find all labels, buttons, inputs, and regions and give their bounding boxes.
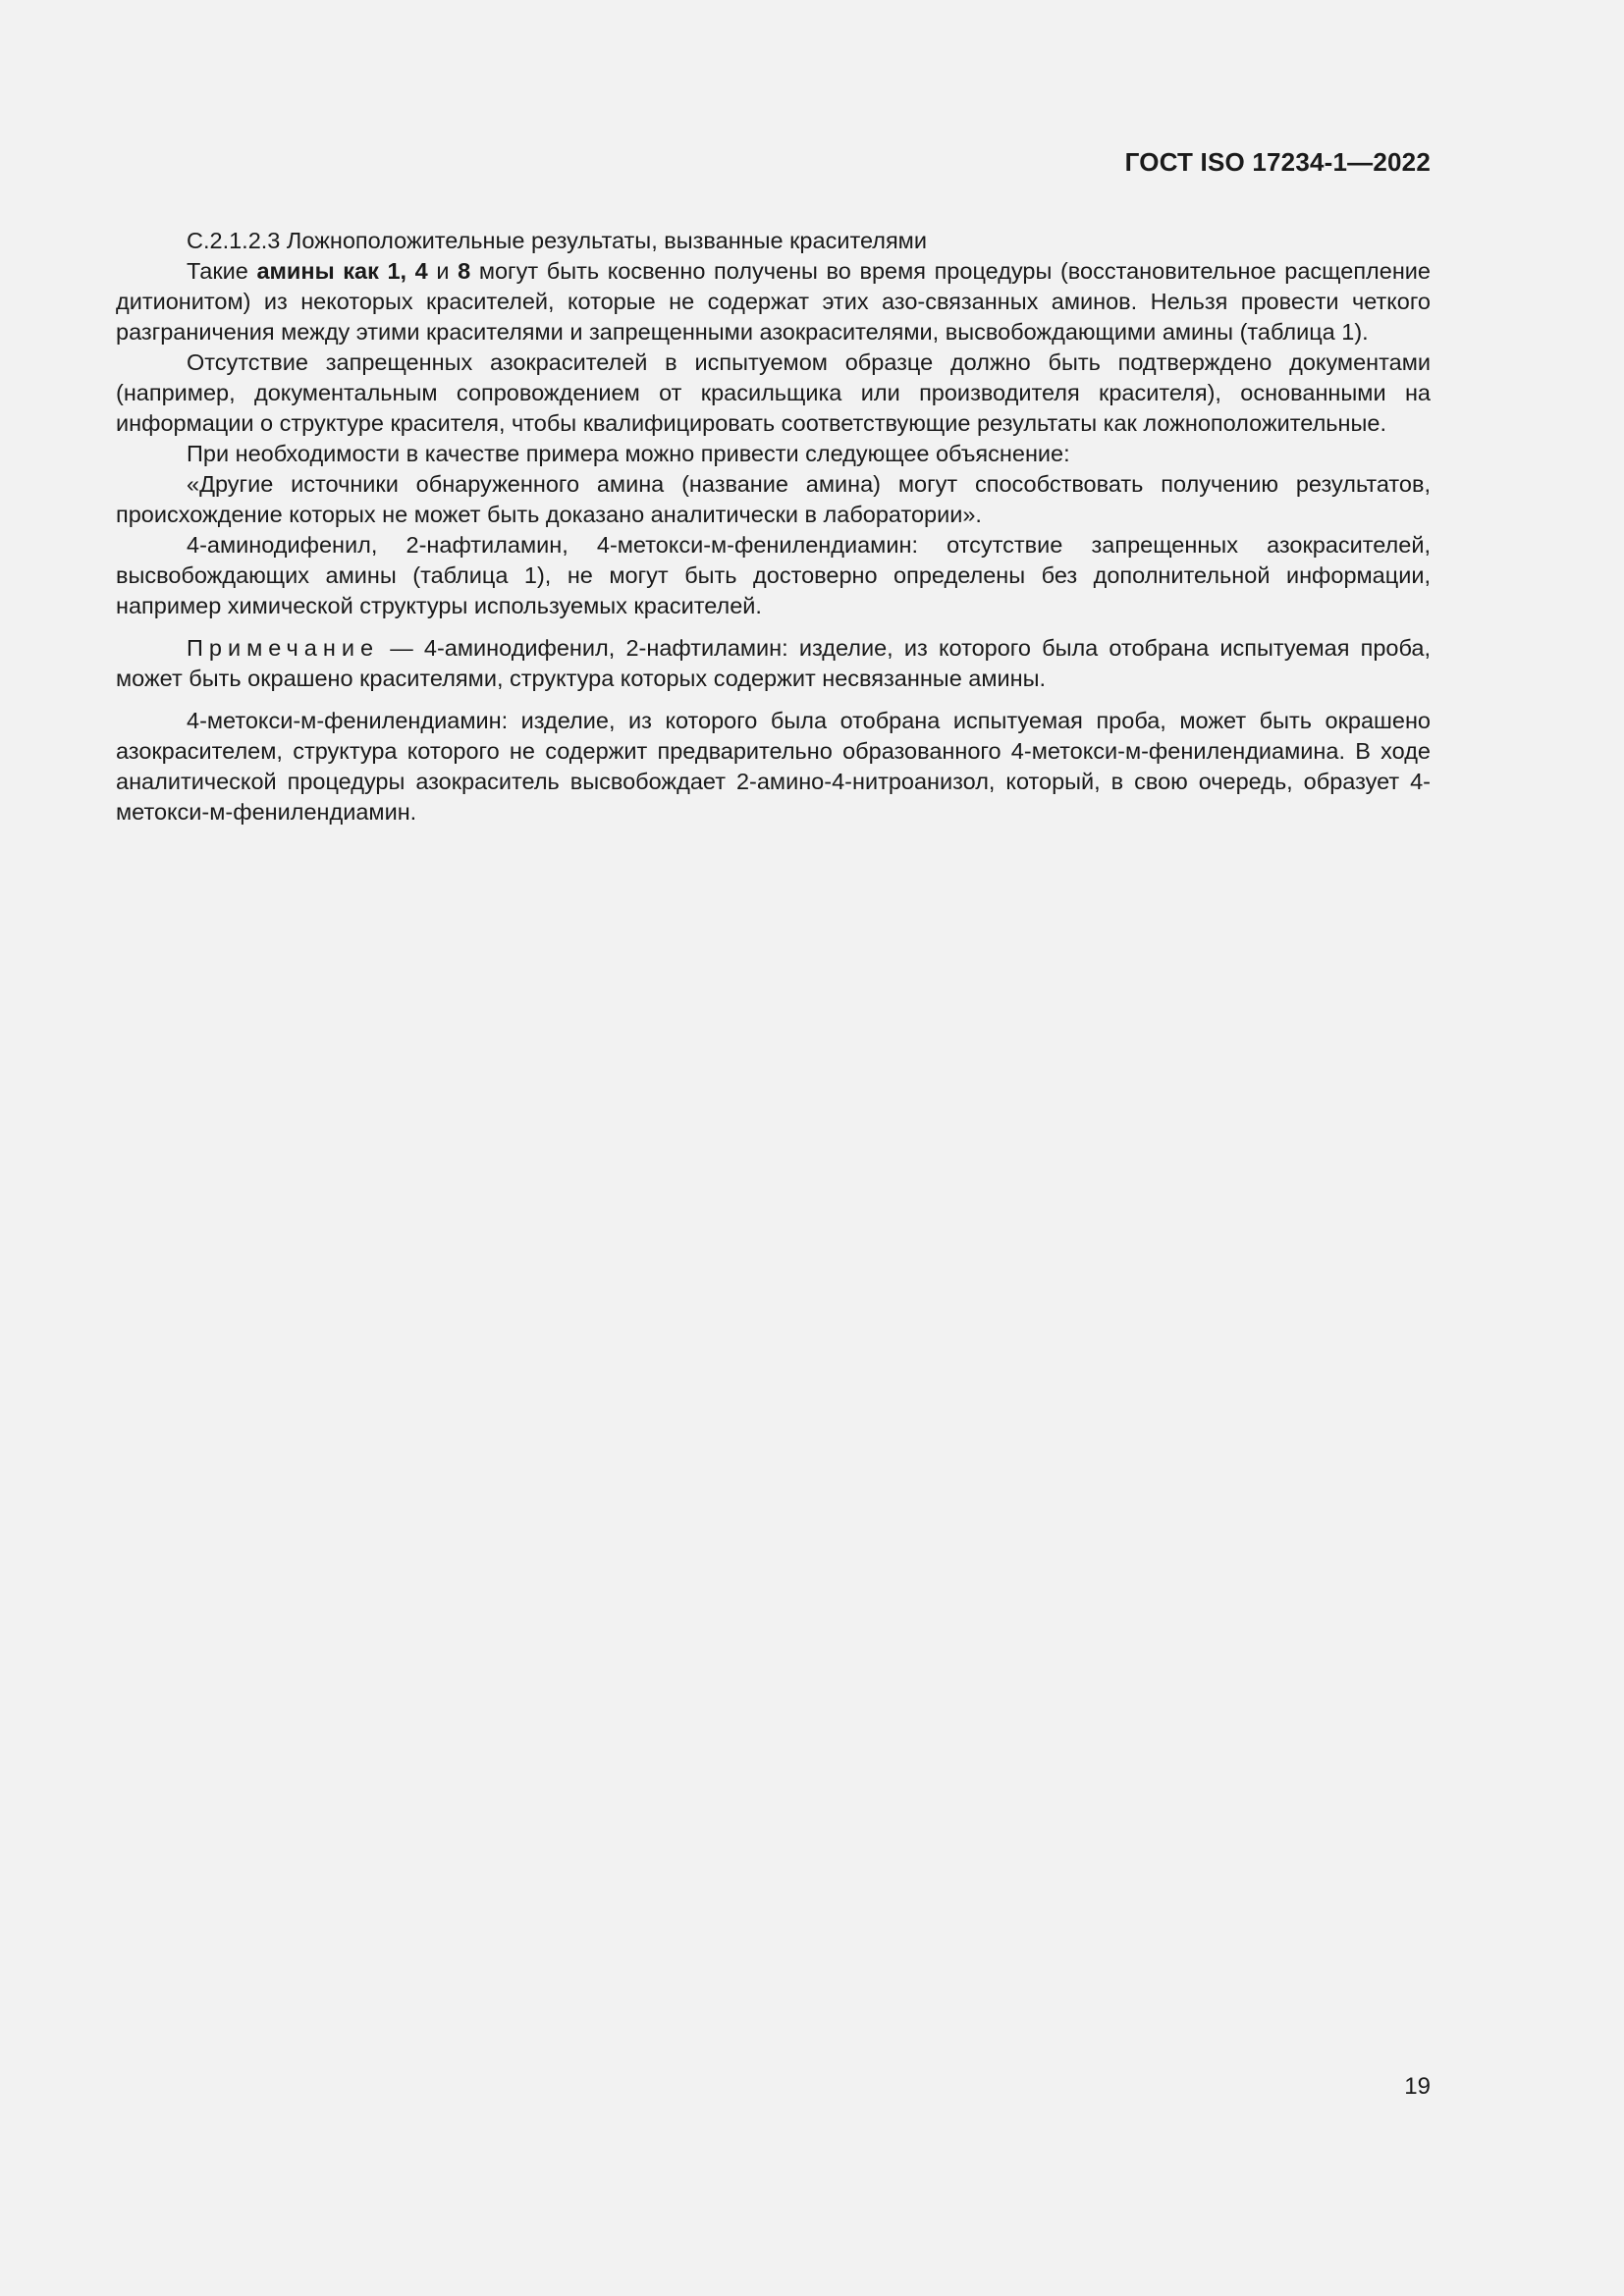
note-paragraph-methoxy: 4-метокси-м-фенилендиамин: изделие, из которого была отобрана испытуемая проба, может быть окрашено азокрасителем, структура которого не содержит предварительно образованного 4-метокси-м-фенилендиамина. В ходе аналитической процедуры азокраситель высвобождает 2-амино-4-нитроанизол, который, в свою очередь, образует 4-метокси-м-фенилендиамин. <box>116 708 1431 825</box>
paragraph-amines-bold-eight: 8 <box>458 258 471 284</box>
page-number: 19 <box>1404 2073 1431 2100</box>
paragraph-absence-confirmation: Отсутствие запрещенных азокрасителей в испытуемом образце должно быть подтверждено документами (например, документальным сопровождением от красильщика или производителя красителя), основанными на информации о структуре красителя, чтобы квалифицировать соответствующие результаты как ложноположительные. <box>116 349 1431 436</box>
paragraph-amines-bold-numbers: амины как 1, 4 <box>256 258 428 284</box>
paragraph-example-intro: При необходимости в качестве примера можно привести следующее объяснение: <box>187 441 1070 466</box>
section-heading: С.2.1.2.3 Ложноположительные результаты, вызванные красителями <box>187 228 927 253</box>
paragraph-quote: «Другие источники обнаруженного амина (название амина) могут способствовать получению результатов, происхождение которых не может быть доказано аналитически в лаборатории». <box>116 471 1431 527</box>
paragraph-amines-rest: могут быть косвенно получены во время процедуры (восстановительное расщепление дитионитом) из некоторых красителей, которые не содержат этих азо-связанных аминов. Нельзя провести четкого разграничения между этими красителями и запрещенными азокрасителями, высвобождающими амины (таблица 1). <box>116 258 1432 345</box>
paragraph-amines-conjunction: и <box>427 258 459 284</box>
note-text: — 4-аминодифенил, 2-нафтиламин: изделие, из которого была отобрана испытуемая проба, может быть окрашено красителями, структура которых содержит несвязанные амины. <box>116 635 1431 691</box>
paragraph-amine-list: 4-аминодифенил, 2-нафтиламин, 4-метокси-м-фенилендиамин: отсутствие запрещенных азокрасителей, высвобождающих амины (таблица 1), не могут быть достоверно определены без дополнительной информации, например химической структуры используемых красителей. <box>116 532 1431 618</box>
note-label: Примечание <box>187 635 380 661</box>
standard-code-header: ГОСТ ISO 17234-1—2022 <box>1124 147 1431 177</box>
paragraph-amines-prefix: Такие <box>187 258 257 284</box>
note-paragraph <box>116 633 1431 694</box>
page-content <box>116 226 1431 828</box>
paragraph-amines <box>116 256 1431 347</box>
